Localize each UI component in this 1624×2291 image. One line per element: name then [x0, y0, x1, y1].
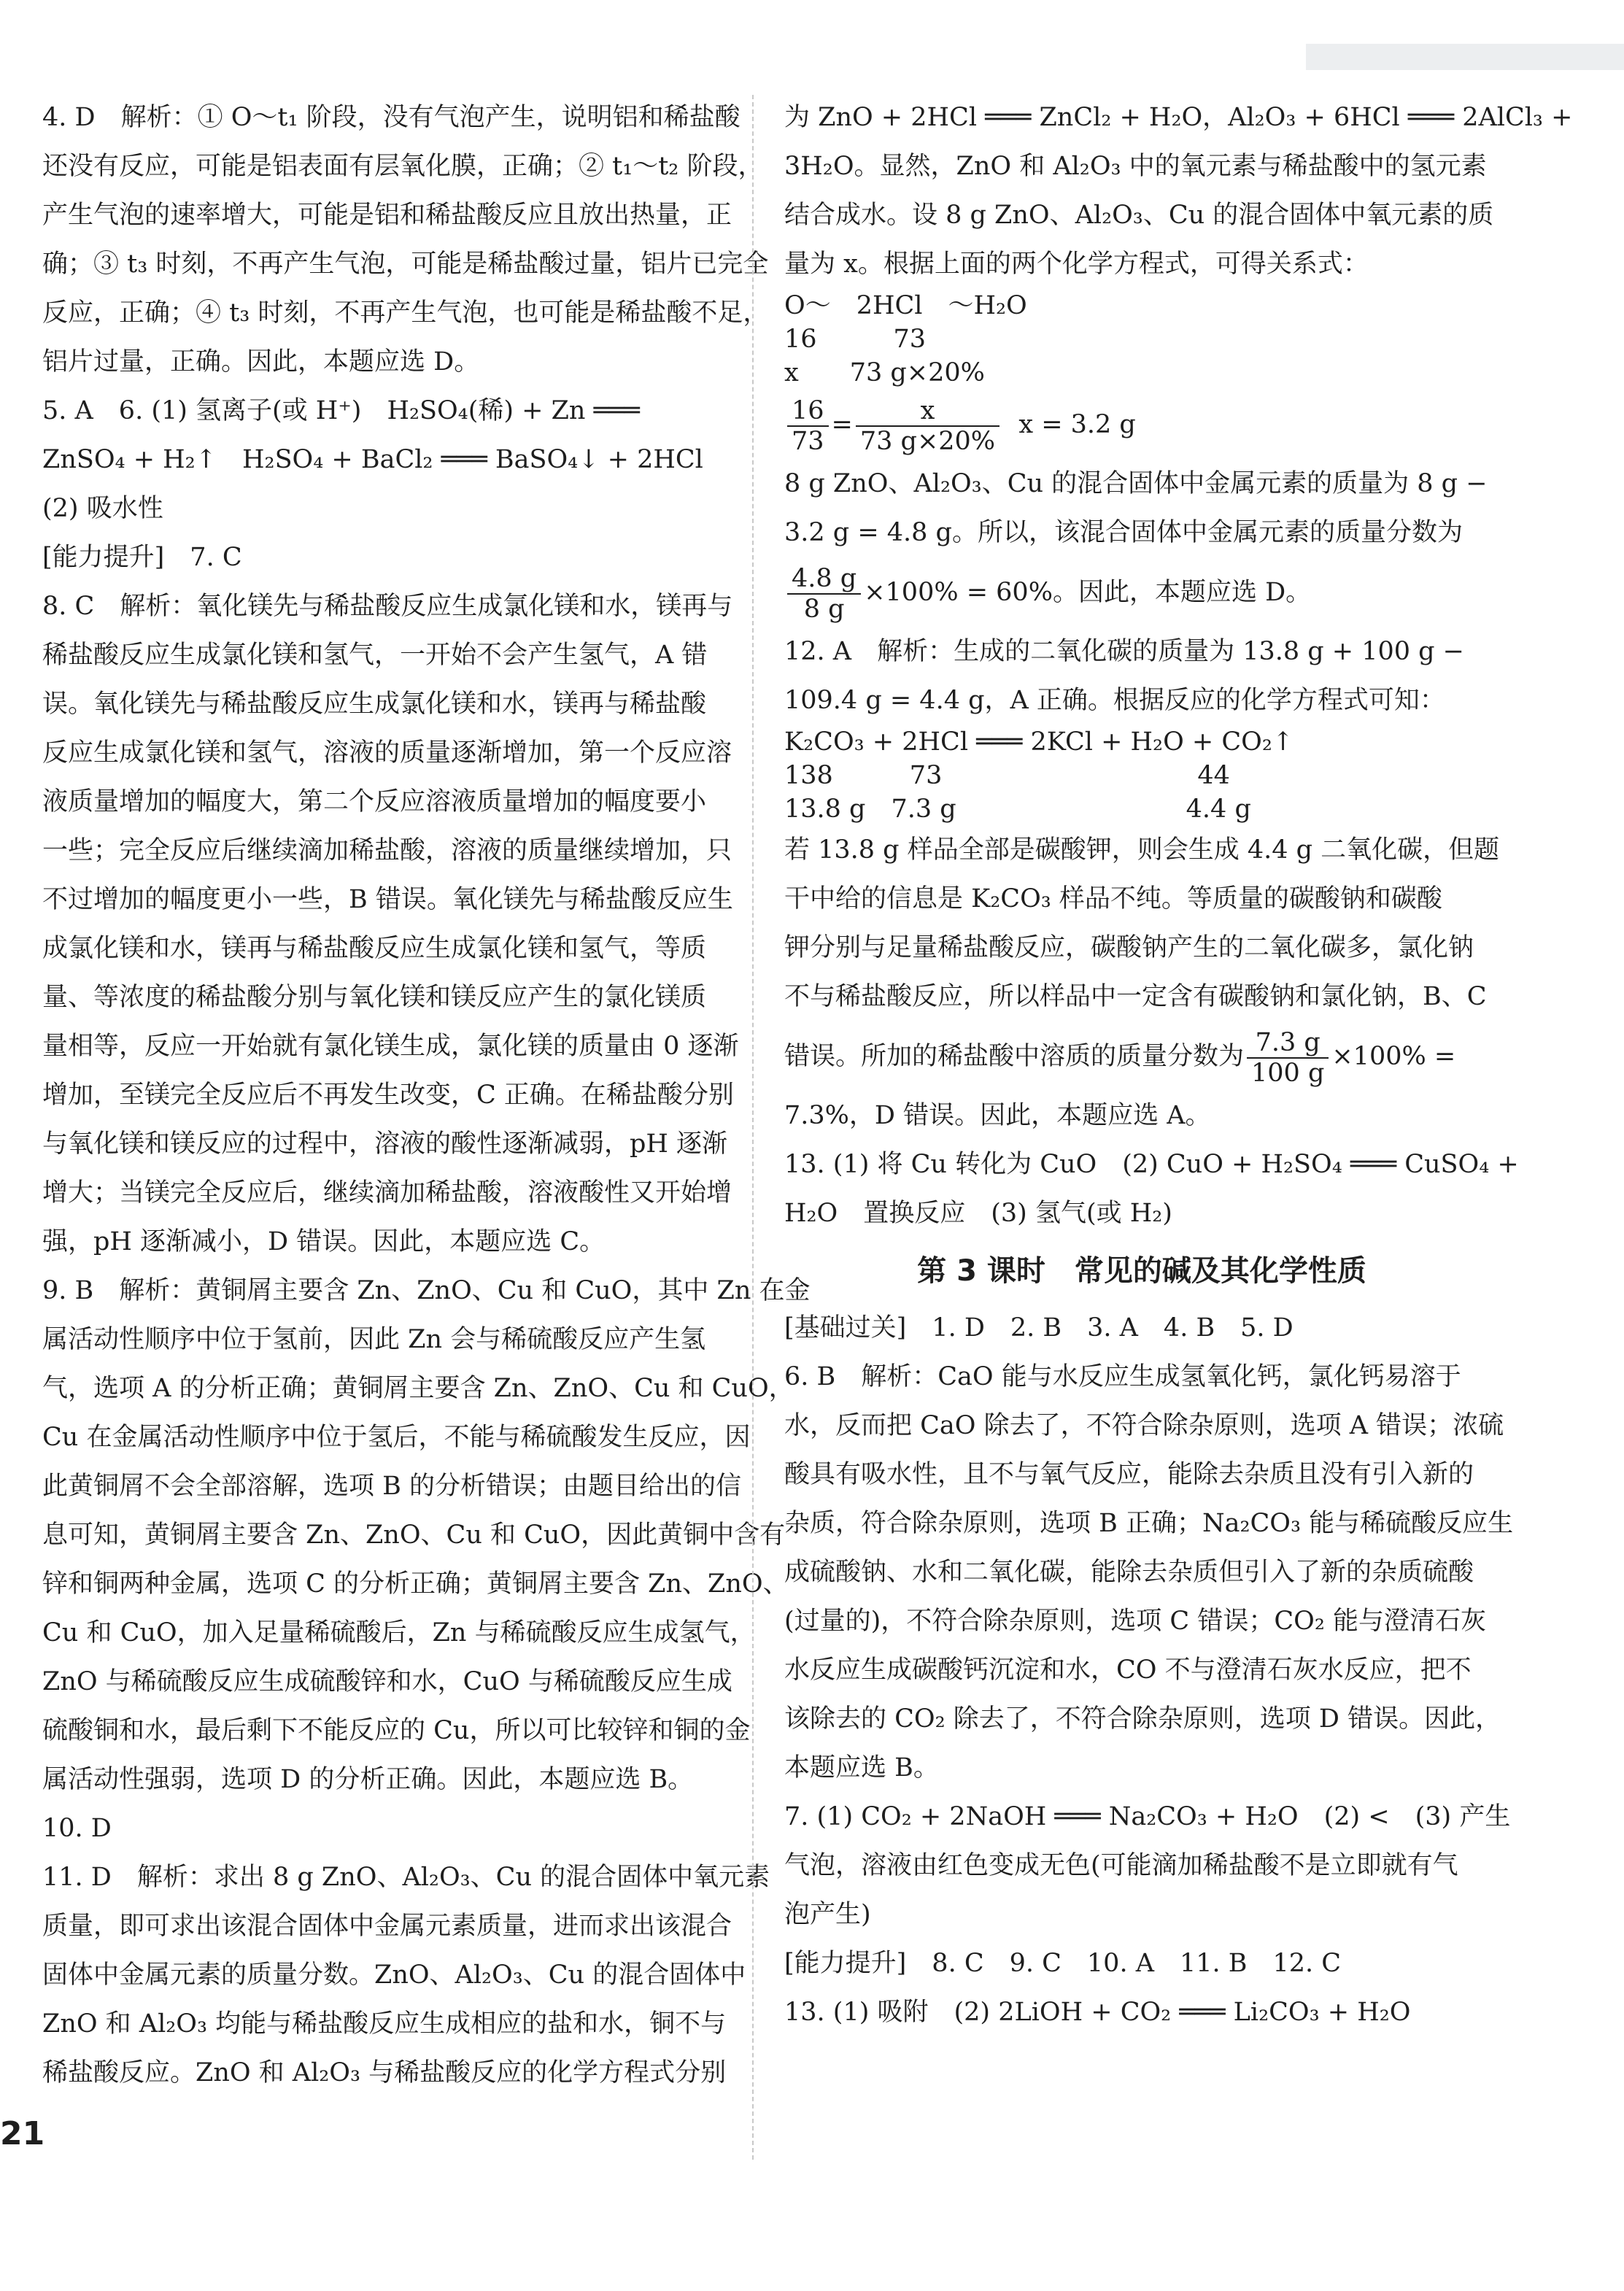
formula-line: x 73 g×20% [784, 358, 985, 387]
ratio-left-fraction [787, 396, 829, 456]
text-line: 杂质，符合除杂原则，选项 B 正确；Na₂CO₃ 能与稀硫酸反应生 [784, 1509, 1514, 1538]
text-line: 属活动性顺序中位于氢前，因此 Zn 会与稀硫酸反应产生氢 [42, 1325, 706, 1354]
text-line: 7. (1) CO₂ + 2NaOH ═══ Na₂CO₃ + H₂O (2) < (3) 产生 [784, 1802, 1511, 1831]
text-line: 产生气泡的速率增大，可能是铝和稀盐酸反应且放出热量，正 [42, 201, 732, 230]
text-line: 一些；完全反应后继续滴加稀盐酸，溶液的质量继续增加，只 [42, 836, 732, 865]
formula-line: 138 73 44 [784, 761, 1230, 790]
formula-line: K₂CO₃ + 2HCl ═══ 2KCl + H₂O + CO₂↑ [784, 727, 1294, 757]
text-line: 8. C 解析：氧化镁先与稀盐酸反应生成氯化镁和水，镁再与 [42, 592, 733, 621]
text-line: 不与稀盐酸反应，所以样品中一定含有碳酸钠和氯化钠，B、C [784, 982, 1487, 1011]
text-line: 增加，至镁完全反应后不再发生改变，C 正确。在稀盐酸分别 [42, 1081, 734, 1110]
text-line: [能力提升] 8. C 9. C 10. A 11. B 12. C [784, 1949, 1342, 1978]
text-line: 若 13.8 g 样品全部是碳酸钾，则会生成 4.4 g 二氧化碳，但题 [784, 835, 1500, 865]
text-line: 10. D [42, 1814, 112, 1843]
text-line: 成硫酸钠、水和二氧化碳，能除去杂质但引入了新的杂质硫酸 [784, 1558, 1474, 1587]
text-line: 酸具有吸水性，且不与氧气反应，能除去杂质且没有引入新的 [784, 1460, 1474, 1489]
text-line: 与氧化镁和镁反应的过程中，溶液的酸性逐渐减弱，pH 逐渐 [42, 1129, 728, 1159]
answer-12 [784, 627, 1499, 725]
lesson-title: 第 3 课时 常见的碱及其化学性质 [917, 1254, 1366, 1288]
text-line: 钾分别与足量稀盐酸反应，碳酸钠产生的二氧化碳多，氯化钠 [784, 933, 1474, 962]
text-line: 干中给的信息是 K₂CO₃ 样品不纯。等质量的碳酸钠和碳酸 [784, 884, 1442, 913]
text-line: 误。氧化镁先与稀盐酸反应生成氯化镁和水，镁再与稀盐酸 [42, 689, 707, 719]
ratio-right-fraction [856, 396, 999, 456]
text-line: 液质量增加的幅度大，第二个反应溶液质量增加的幅度要小 [42, 787, 707, 816]
text-line: 12. A 解析：生成的二氧化碳的质量为 13.8 g + 100 g − [784, 637, 1465, 666]
ratio-left-numerator: 16 [787, 396, 829, 427]
text-line: 7.3%，D 错误。因此，本题应选 A。 [784, 1101, 1211, 1130]
percent-fraction [787, 564, 861, 624]
formula-line: 16 73 [784, 325, 927, 354]
text-line: ZnO 和 Al₂O₃ 均能与稀盐酸反应生成相应的盐和水，铜不与 [42, 2009, 727, 2039]
text-line: 气泡，溶液由红色变成无色(可能滴加稀盐酸不是立即就有气 [784, 1851, 1458, 1880]
answer-12-analysis [784, 826, 1499, 1021]
text-line: (2) 吸水性 [42, 494, 163, 523]
mass-fraction-numerator: 7.3 g [1247, 1028, 1329, 1059]
ratio-left-denominator: 73 [792, 426, 824, 456]
text-line: ZnSO₄ + H₂↑ H₂SO₄ + BaCl₂ ═══ BaSO₄↓ + 2HCl [42, 445, 703, 474]
text-line: 13. (1) 将 Cu 转化为 CuO (2) CuO + H₂SO₄ ═══ CuSO₄ + [784, 1150, 1519, 1179]
ratio-result: x = 3.2 g [1018, 410, 1136, 439]
percent-numerator: 4.8 g [787, 564, 861, 595]
column-divider [752, 95, 754, 2160]
mass-fraction [1247, 1028, 1329, 1088]
text-line: 本题应选 B。 [784, 1753, 939, 1782]
answer-11-continued [784, 93, 1573, 289]
percent-rest: ×100% = 60%。因此，本题应选 D。 [864, 578, 1312, 607]
lesson-3-answers [784, 1304, 1514, 2037]
text-line: 增大；当镁完全反应后，继续滴加稀盐酸，溶液酸性又开始增 [42, 1178, 732, 1208]
right-column [784, 93, 1573, 2037]
percent-denominator: 8 g [803, 594, 845, 624]
formula-line: 13.8 g 7.3 g 4.4 g [784, 795, 1251, 824]
text-line: Cu 和 CuO，加入足量稀硫酸后，Zn 与稀硫酸反应生成氢气， [42, 1618, 756, 1647]
text-line: 水，反而把 CaO 除去了，不符合除杂原则，选项 A 错误；浓硫 [784, 1411, 1504, 1440]
answer-12-13 [784, 1092, 1519, 1238]
text-line: Cu 在金属活动性顺序中位于氢后，不能与稀硫酸发生反应，因 [42, 1423, 751, 1452]
text-line: H₂O 置换反应 (3) 氢气(或 H₂) [784, 1199, 1172, 1228]
text-line: 9. B 解析：黄铜屑主要含 Zn、ZnO、Cu 和 CuO，其中 Zn 在金 [42, 1276, 811, 1305]
text-line: 量为 x。根据上面的两个化学方程式，可得关系式： [784, 250, 1369, 279]
k2co3-equation [784, 725, 1499, 826]
text-line: [基础过关] 1. D 2. B 3. A 4. B 5. D [784, 1313, 1294, 1342]
text-line: 反应，正确；④ t₃ 时刻，不再产生气泡，也可能是稀盐酸不足， [42, 298, 769, 328]
metal-mass-text [784, 460, 1499, 557]
text-line: 水反应生成碳酸钙沉淀和水，CO 不与澄清石灰水反应，把不 [784, 1656, 1472, 1685]
text-line: 为 ZnO + 2HCl ═══ ZnCl₂ + H₂O，Al₂O₃ + 6HCl ═══ 2AlCl₃ + [784, 103, 1573, 132]
mass-fraction-denominator: 100 g [1251, 1058, 1325, 1088]
text-line: 稀盐酸反应生成氯化镁和氢气，一开始不会产生氢气，A 错 [42, 641, 708, 670]
text-line: 3H₂O。显然，ZnO 和 Al₂O₃ 中的氧元素与稀盐酸中的氢元素 [784, 152, 1487, 181]
text-line: 该除去的 CO₂ 除去了，不符合除杂原则，选项 D 错误。因此， [784, 1704, 1501, 1734]
text-line: [能力提升] 7. C [42, 543, 242, 572]
text-line: 属活动性强弱，选项 D 的分析正确。因此，本题应选 B。 [42, 1765, 694, 1794]
ratio-equals: = [831, 410, 853, 439]
metal-percent-line [784, 557, 1499, 627]
text-line: 4. D 解析：① O～t₁ 阶段，没有气泡产生，说明铝和稀盐酸 [42, 103, 741, 132]
ratio-equation [784, 390, 1499, 460]
text-line: 铝片过量，正确。因此，本题应选 D。 [42, 347, 480, 376]
ratio-right-numerator: x [856, 396, 999, 427]
mass-fraction-line [784, 1021, 1499, 1092]
mass-fraction-suffix: ×100% = [1331, 1042, 1456, 1071]
text-line: 3.2 g = 4.8 g。所以，该混合固体中金属元素的质量分数为 [784, 518, 1463, 547]
text-line: 此黄铜屑不会全部溶解，选项 B 的分析错误；由题目给出的信 [42, 1472, 741, 1501]
text-line: 11. D 解析：求出 8 g ZnO、Al₂O₃、Cu 的混合固体中氧元素 [42, 1863, 770, 1892]
text-line: 109.4 g = 4.4 g，A 正确。根据反应的化学方程式可知： [784, 686, 1445, 715]
text-line: ZnO 与稀硫酸反应生成硫酸锌和水，CuO 与稀硫酸反应生成 [42, 1667, 732, 1696]
text-line: 锌和铜两种金属，选项 C 的分析正确；黄铜屑主要含 Zn、ZnO、 [42, 1569, 789, 1599]
text-line: 13. (1) 吸附 (2) 2LiOH + CO₂ ═══ Li₂CO₃ + H₂O [784, 1998, 1411, 2027]
text-line: 气，选项 A 的分析正确；黄铜屑主要含 Zn、ZnO、Cu 和 CuO， [42, 1374, 794, 1403]
text-line: 反应生成氯化镁和氢气，溶液的质量逐渐增加，第一个反应溶 [42, 738, 732, 768]
text-line: 量相等，反应一开始就有氯化镁生成，氯化镁的质量由 0 逐渐 [42, 1032, 739, 1061]
text-line: 8 g ZnO、Al₂O₃、Cu 的混合固体中金属元素的质量为 8 g − [784, 469, 1488, 498]
text-line: 强，pH 逐渐减小，D 错误。因此，本题应选 C。 [42, 1227, 606, 1256]
text-line: 确；③ t₃ 时刻，不再产生气泡，可能是稀盐酸过量，铝片已完全 [42, 250, 769, 279]
text-line: 量、等浓度的稀盐酸分别与氧化镁和镁反应产生的氯化镁质 [42, 983, 707, 1012]
mass-fraction-prefix: 错误。所加的稀盐酸中溶质的质量分数为 [784, 1042, 1245, 1071]
text-line: 息可知，黄铜屑主要含 Zn、ZnO、Cu 和 CuO，因此黄铜中含有 [42, 1521, 786, 1550]
formula-line: O～ 2HCl ～H₂O [784, 291, 1027, 320]
page-number: 21 [0, 2115, 45, 2152]
text-line: 泡产生) [784, 1900, 871, 1929]
text-line: 5. A 6. (1) 氢离子(或 H⁺) H₂SO₄(稀) + Zn ═══ [42, 396, 640, 425]
text-line: 不过增加的幅度更小一些，B 错误。氧化镁先与稀盐酸反应生 [42, 885, 733, 914]
text-line: 稀盐酸反应。ZnO 和 Al₂O₃ 与稀盐酸反应的化学方程式分别 [42, 2058, 727, 2087]
text-line: 固体中金属元素的质量分数。ZnO、Al₂O₃、Cu 的混合固体中 [42, 1960, 746, 1990]
text-line: (过量的)，不符合除杂原则，选项 C 错误；CO₂ 能与澄清石灰 [784, 1607, 1486, 1636]
ratio-right-denominator: 73 g×20% [859, 426, 996, 456]
text-line: 6. B 解析：CaO 能与水反应生成氢氧化钙，氯化钙易溶于 [784, 1362, 1461, 1391]
text-line: 成氯化镁和水，镁再与稀盐酸反应生成氯化镁和氢气，等质 [42, 934, 707, 963]
text-line: 结合成水。设 8 g ZnO、Al₂O₃、Cu 的混合固体中氧元素的质 [784, 201, 1494, 230]
relation-formula [784, 289, 1499, 390]
top-band [1306, 44, 1624, 70]
text-line: 还没有反应，可能是铝表面有层氧化膜，正确；② t₁～t₂ 阶段， [42, 152, 764, 181]
text-line: 硫酸铜和水，最后剩下不能反应的 Cu，所以可比较锌和铜的金 [42, 1716, 751, 1745]
text-line: 质量，即可求出该混合固体中金属元素质量，进而求出该混合 [42, 1912, 732, 1941]
